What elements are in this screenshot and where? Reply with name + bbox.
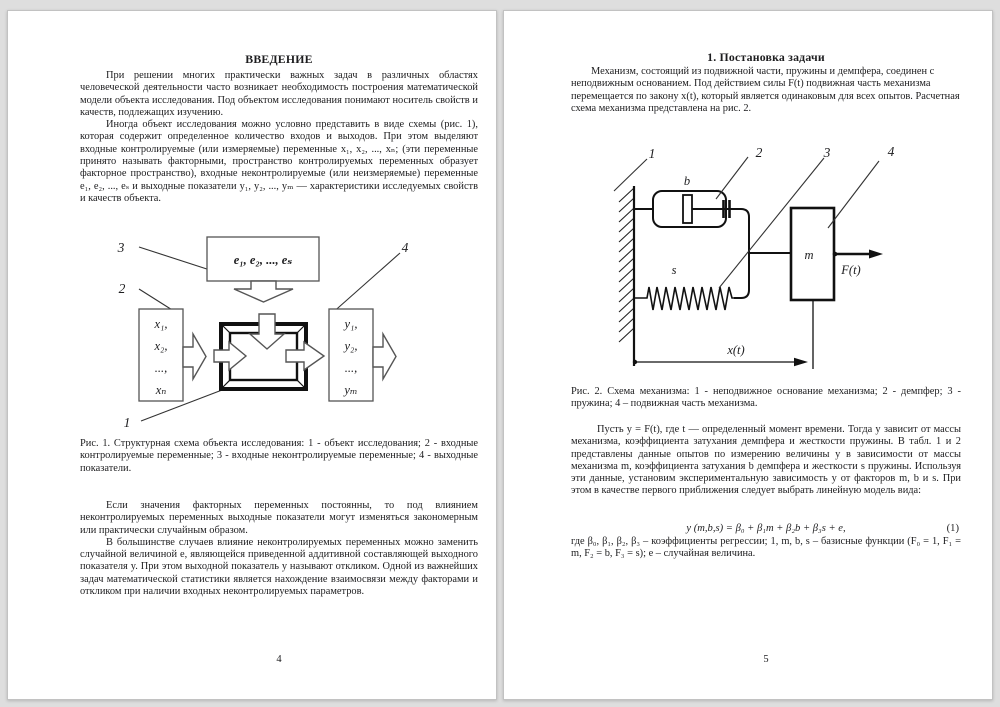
damper-piston — [683, 195, 692, 223]
figure-2-mechanism-scheme — [599, 146, 999, 381]
force-arrow-head — [869, 250, 883, 259]
right-problem-paragraph — [571, 424, 961, 498]
equation-1-row — [571, 523, 961, 536]
figure1-label-2: 2 — [118, 281, 126, 296]
spring — [634, 287, 734, 310]
displacement-label: x(t) — [727, 343, 745, 357]
page-number-left: 4 — [276, 654, 282, 665]
figure-2-caption: Рис. 2. Схема механизма: 1 - неподвижное основание механизма; 2 - демпфер; 3 - пружина; 4 – подвижная часть механизма. — [571, 386, 961, 410]
figure2-label-3: 3 — [823, 146, 831, 160]
paragraph: Иногда объект исследования можно условно представить в виде схемы (рис. 1), которая содержит определенное количество входов и выходов. При этом выделяют входные контролируемые (или измеряемые) переменные x₁, x₂, ..., xₙ; (эти переменные принято называть факторными, пространство контролируемых переменных образует факторное пространство), входные неконтролируемые (или неизмеряемые) переменные e₁, e₂, ..., eₛ и выходные показатели y₁, y₂, ..., yₘ — характеристики исследуемых свойств и качеств объекта. — [80, 119, 478, 204]
figure-1-structural-scheme — [73, 231, 473, 431]
equation-1: y (m,b,s) = β₀ + β₁m + β₂b + β₃s + e, — [686, 523, 846, 534]
x2-label: x₂, — [154, 339, 168, 353]
right-arrow-from-x-box — [183, 334, 206, 379]
damping-coefficient-label: b — [683, 174, 691, 188]
xn-label: xₙ — [155, 383, 167, 397]
figure1-label-3: 3 — [117, 240, 125, 255]
page-5 — [503, 10, 993, 700]
figure1-label-1: 1 — [123, 415, 131, 430]
x1-label: x₁, — [154, 317, 168, 331]
uncontrolled-inputs-label: e₁, e₂, ..., eₛ — [233, 253, 293, 267]
paragraph: При решении многих практически важных задач в различных областях человеческой деятельности часто возникает необходимость построения математической модели объекта исследования. Под объектом исследования понимают носитель свойств и качеств, подлежащих изучению. — [80, 70, 478, 118]
right-intro-paragraph — [571, 66, 961, 115]
paragraph: В большинстве случаев влияние неконтролируемых переменных можно заменить случайной величиной e, являющейся приведенной аддитивной составляющей выходного показателя y. При этом выходной показатель y называют откликом. Одной из важнейших задач математической статистики является нахождение взаимосвязи между факторами и откликом при наличии входных неконтролируемых параметров. — [80, 536, 478, 598]
figure2-label-2: 2 — [755, 146, 763, 160]
page-number-right: 5 — [763, 654, 769, 665]
stiffness-label: s — [671, 263, 677, 277]
y-ellipsis-label: ..., — [344, 361, 358, 375]
y2-label: y₂, — [344, 339, 358, 353]
figure2-label-1: 1 — [648, 146, 656, 161]
x-ellipsis-label: ..., — [154, 361, 168, 375]
right-definitions-paragraph: где β₀, β₁, β₂, β₃ – коэффициенты регрессии; 1, m, b, s – базисные функции (F₀ = 1, F₁ = m, F₂ = b, F₃ = s); e – случайная величина. — [571, 536, 961, 560]
left-bottom-paragraphs — [80, 500, 478, 598]
dimension-arrow-head — [794, 358, 808, 366]
paragraph: Механизм, состоящий из подвижной части, пружины и демпфера, соединен с неподвижным основанием. Под действием силы F(t) подвижная часть механизма перемещается по закону x(t), который является одинаковым для всех опытов. Расчетная схема механизма представлена на рис. 2. — [571, 66, 960, 114]
paragraph: Если значения факторных переменных постоянны, то под влиянием неконтролируемых переменных выходные показатели могут изменяться закономерным или практически случайным образом. — [80, 500, 478, 536]
figure2-label-4: 4 — [887, 146, 895, 159]
right-arrow-from-y-box — [373, 334, 396, 379]
wall-hatching — [619, 188, 634, 342]
right-page-title: 1. Постановка задачи — [707, 50, 825, 64]
paragraph: Пусть y = F(t), где t — определенный момент времени. Тогда y зависит от массы механизма, коэффициента затухания демпфера и жесткости пружины. В табл. 1 и 2 представлены данные опытов по измерению величины y в зависимости от массы механизма m, коэффициента затухания b демпфера и жесткости s пружины. Используя эти данные, установим экспериментальную зависимость y от факторов m, b и s. При этом в качестве первого приближения следует выбрать линейную модель вида: — [571, 424, 961, 497]
mass-label: m — [804, 248, 814, 262]
y1-label: y₁, — [344, 317, 358, 331]
left-intro-paragraphs — [80, 70, 478, 205]
left-page-title: ВВЕДЕНИЕ — [245, 52, 313, 66]
force-label: F(t) — [841, 263, 861, 277]
down-arrow-large — [234, 281, 293, 302]
equation-1-number: (1) — [946, 523, 959, 534]
ym-label: yₘ — [344, 383, 358, 397]
figure-1-caption: Рис. 1. Структурная схема объекта исследования: 1 - объект исследования; 2 - входные контролируемые переменные; 3 - входные неконтролируемые переменные; 4 - выходные показатели. — [80, 438, 478, 474]
page-4 — [7, 10, 497, 700]
figure1-label-4: 4 — [401, 240, 409, 255]
